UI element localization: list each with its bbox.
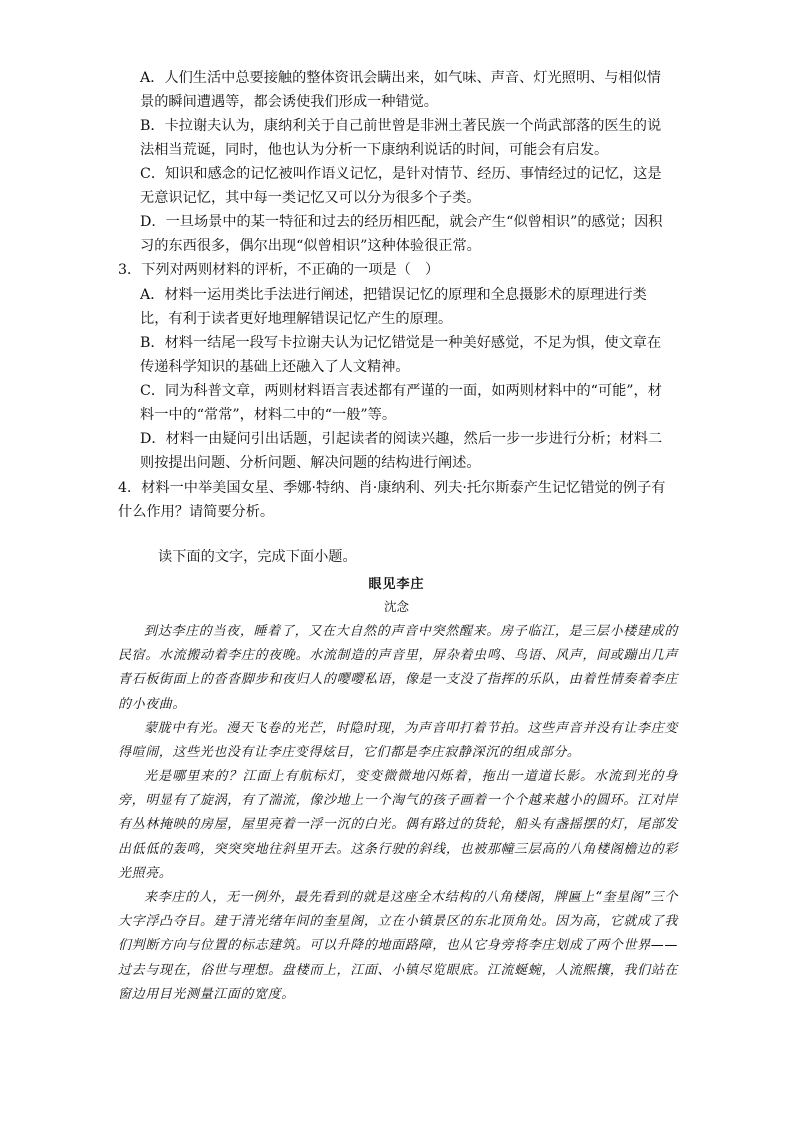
passage-paragraph-4: 来李庄的人，无一例外，最先看到的就是这座全木结构的八角楼阁，牌匾上“奎星阁”三个大字浮凸夺目。建于清光绪年间的奎星阁，立在小镇景区的东北顶角处。因为高，它就成了我们判断方向与位置的标志建筑。可以升降的地面路障，也从它身旁将李庄划成了两个世界——过去与现在，俗世与理想。盘楼而上，江面、小镇尽览眼底。江流蜒蜿，人流熙攘，我们站在窗边用目光测量江面的宽度。 [118,890,678,1002]
q2-option-c: C．知识和感念的记忆被叫作语义记忆，是针对情节、经历、事情经过的记忆，这是无意识记忆，其中每一类记忆又可以分为很多个子类。 [140,166,662,206]
q3-option-a: A．材料一运用类比手法进行阐述，把错误记忆的原理和全息摄影术的原理进行类比，有利于读者更好地理解错误记忆产生的原理。 [140,287,647,327]
reading-instruction: 读下面的文字，完成下面小题。 [158,549,357,565]
passage-author: 沈念 [383,599,409,614]
q2-option-d: D．一旦场景中的某一特征和过去的经历相匹配，就会产生“似曾相识”的感觉；因积习的东西很多，偶尔出现“似曾相识”这种体验很正常。 [140,214,663,254]
passage-paragraph-1: 到达李庄的当夜，睡着了，又在大自然的声音中突然醒来。房子临江，是三层小楼建成的民宿。水流搬动着李庄的夜晚。水流制造的声音里，屏杂着虫鸣、鸟语、风声，间或蹦出几声青石板街面上的沓沓脚步和夜归人的嘤嘤私语，像是一支没了指挥的乐队，由着性情奏着李庄的小夜曲。 [118,624,678,712]
passage-title: 眼见李庄 [368,577,425,592]
passage-paragraph-2: 蒙胧中有光。漫天飞卷的光芒，时隐时现，为声音叩打着节拍。这些声音并没有让李庄变得喧闹，这些光也没有让李庄变得炫目，它们都是李庄寂静深沉的组成部分。 [118,721,678,761]
q3-stem: 3．下列对两则材料的评析，不正确的一项是（ ） [118,262,440,278]
q2-option-b: B．卡拉谢夫认为，康纳利关于自己前世曾是非洲土著民族一个尚武部落的医生的说法相当荒诞，同时，他也认为分析一下康纳利说话的时间，可能会有启发。 [140,118,662,158]
q3-option-d: D．材料一由疑问引出话题，引起读者的阅读兴趣，然后一步一步进行分析；材料二则按提出问题、分析问题、解决问题的结构进行阐述。 [140,431,663,471]
q3-option-b: B．材料一结尾一段写卡拉谢夫认为记忆错觉是一种美好感觉，不足为惧，使文章在传递科学知识的基础上还融入了人文精神。 [140,335,662,375]
q3-option-c: C．同为科普文章，两则材料语言表述都有严谨的一面，如两则材料中的“可能”，材料一中的“常常”，材料二中的“一般”等。 [140,383,662,423]
passage-paragraph-3: 光是哪里来的？江面上有航标灯，变变微微地闪烁着，拖出一道道长影。水流到光的身旁，明显有了旋涡，有了湍流，像沙地上一个淘气的孩子画着一个个越来越小的圆环。江对岸有丛林掩映的房屋，屋里亮着一浮一沉的白光。偶有路过的货轮，船头有盏摇摆的灯，尾部发出低低的轰鸣，突突突地往斜里开去。这条行驶的斜线，也被那幢三层高的八角楼阁檐边的彩光照亮。 [118,769,678,881]
q4-stem: 4．材料一中举美国女星、季娜·特纳、肖·康纳利、列夫·托尔斯泰产生记忆错觉的例子有什么作用？请简要分析。 [118,480,666,520]
q2-option-a: A．人们生活中总要接触的整体资讯会瞒出来，如气味、声音、灯光照明、与相似情景的瞬间遭遇等，都会诱使我们形成一种错觉。 [140,70,661,110]
